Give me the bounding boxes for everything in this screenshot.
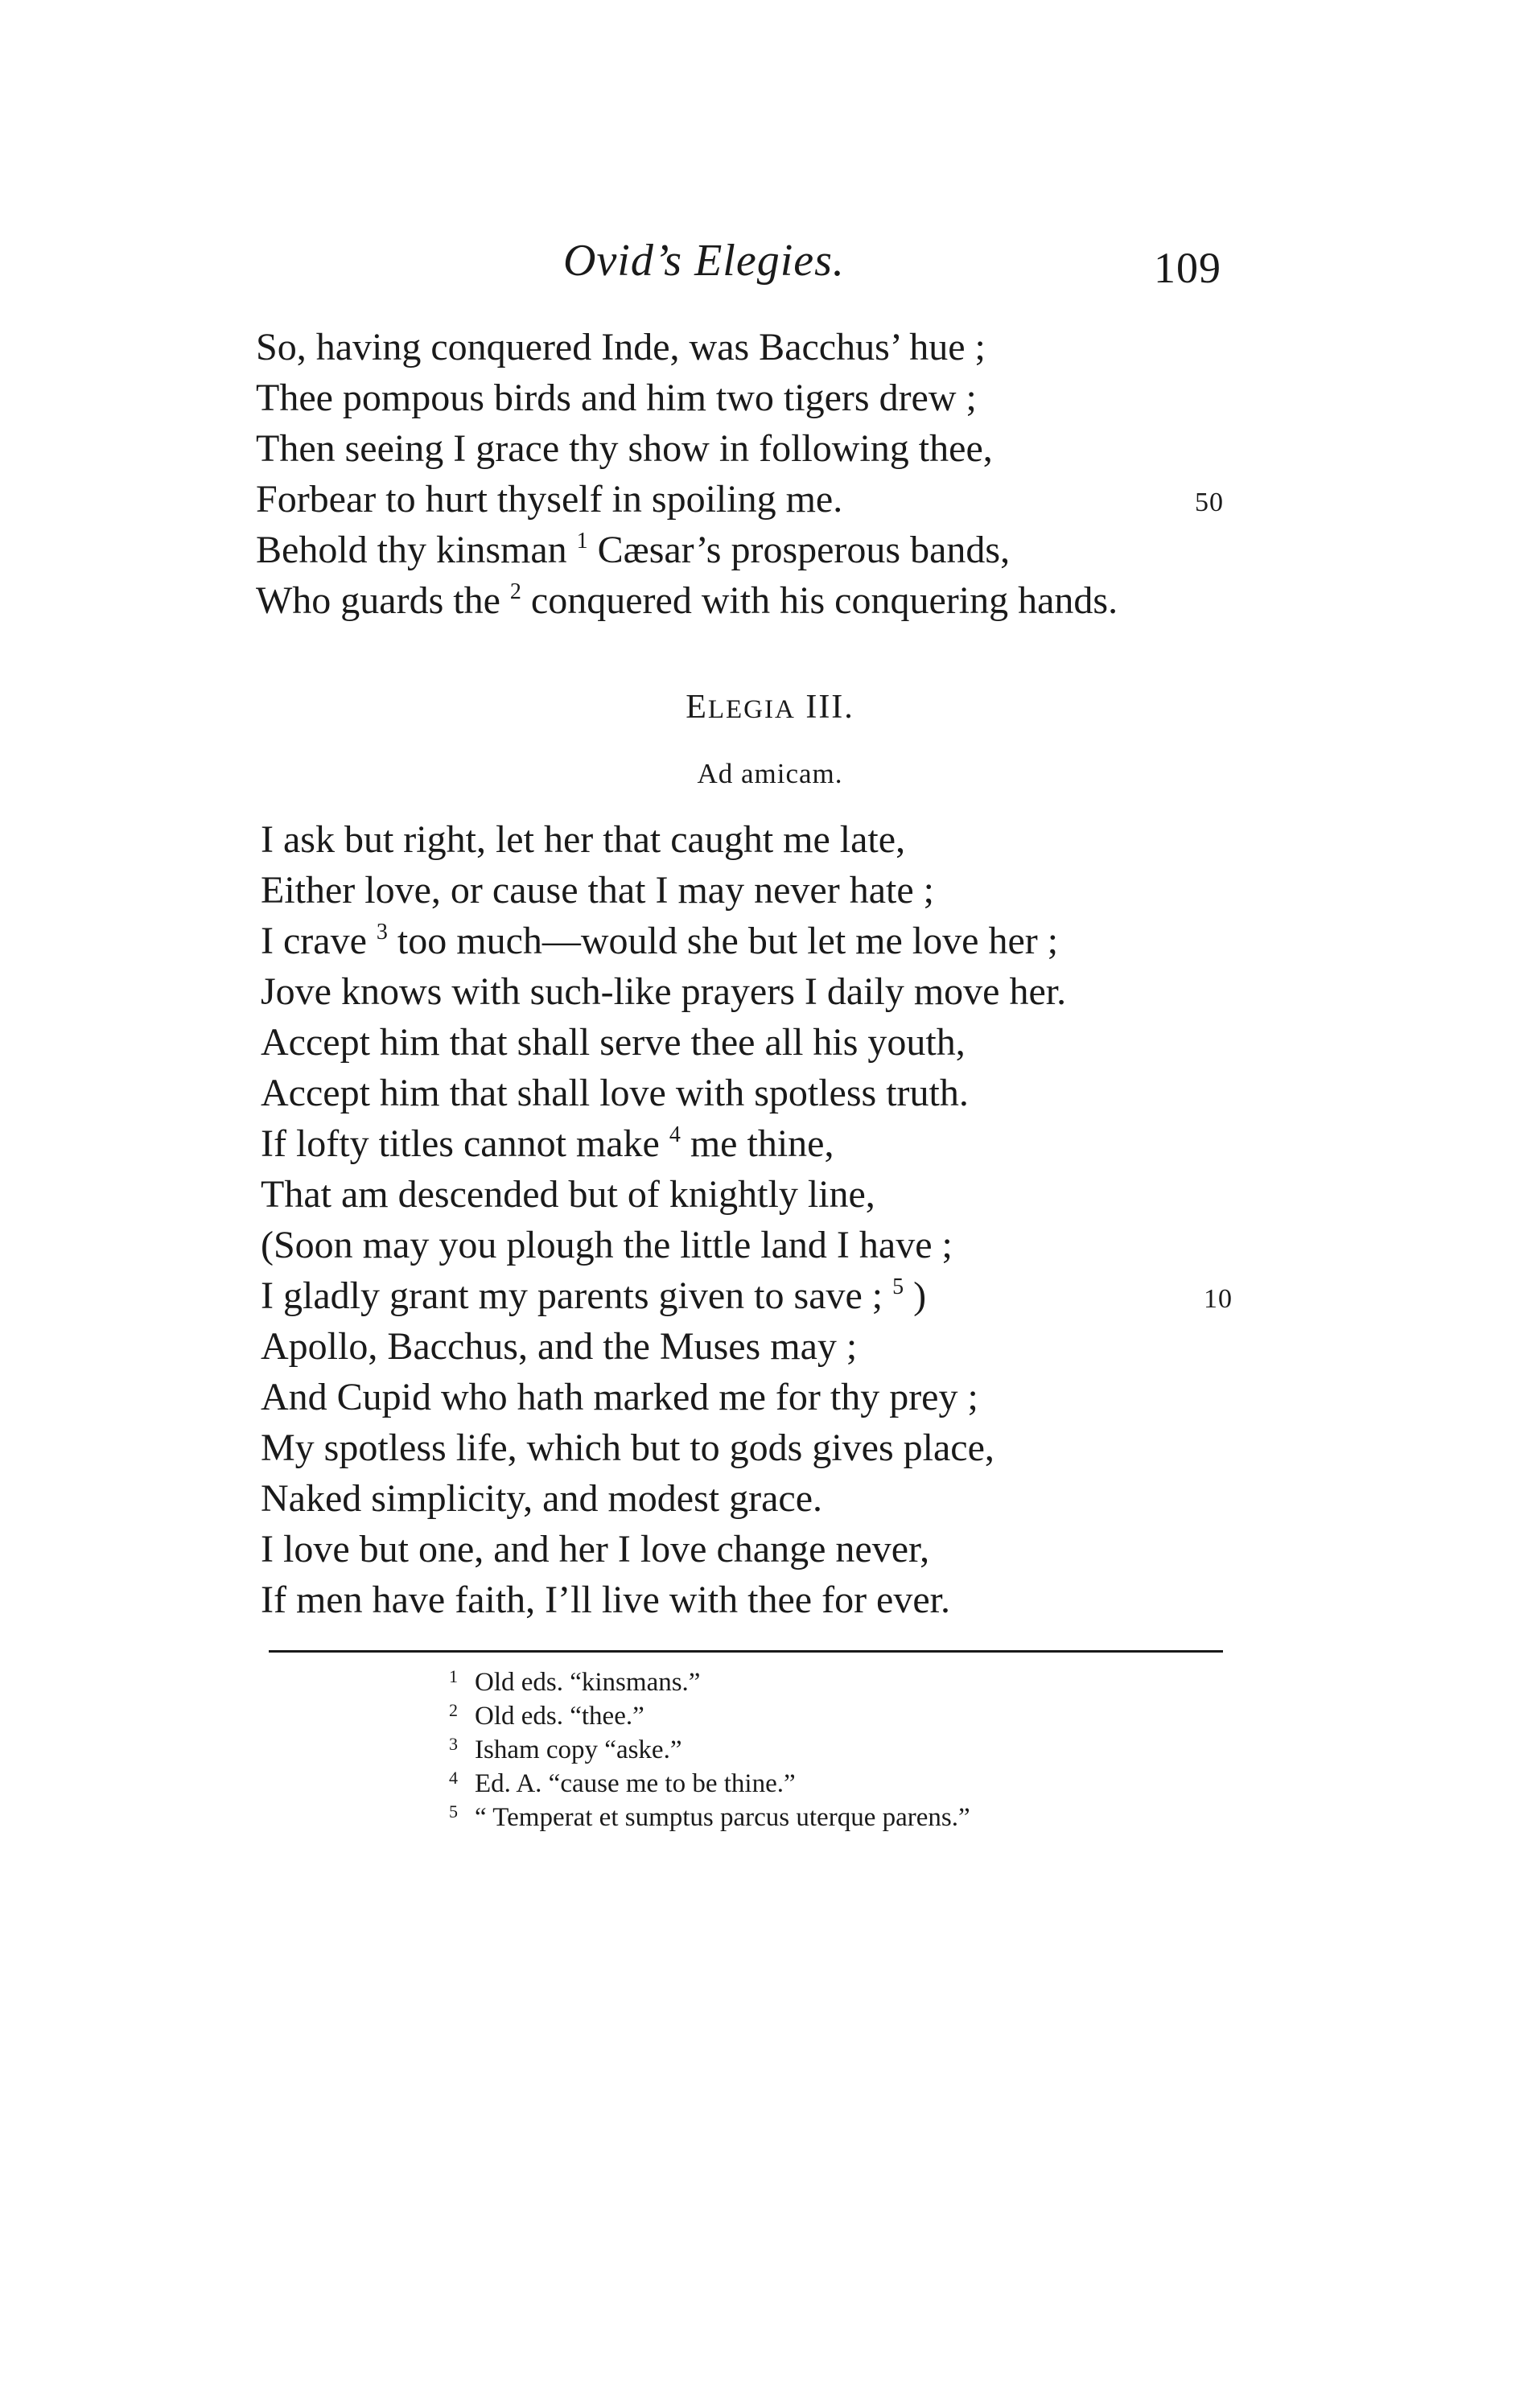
verse-line: Apollo, Bacchus, and the Muses may ;	[261, 1325, 858, 1368]
footnote: 4 Ed. A. “cause me to be thine.”	[449, 1768, 796, 1798]
verse-line: I crave $^3$ too much—would she but let me love her ;	[261, 920, 1059, 962]
verse-line: I ask but right, let her that caught me late,	[261, 818, 906, 861]
verse-line: My spotless life, which but to gods gives place,	[261, 1426, 994, 1469]
page-number: 109	[1154, 244, 1221, 292]
verse-line: That am descended but of knightly line,	[261, 1173, 875, 1216]
verse-line: Behold thy kinsman $^1$ Cæsar’s prosperous bands,	[256, 529, 1011, 571]
verse-line: So, having conquered Inde, was Bacchus’ hue ;	[256, 326, 986, 368]
running-title: Ovid’s Elegies.	[563, 236, 845, 286]
verse-line: And Cupid who hath marked me for thy prey ;	[261, 1376, 978, 1418]
verse-line: Either love, or cause that I may never hate ;	[261, 869, 934, 912]
verse-line: If men have faith, I’ll live with thee for ever.	[261, 1579, 950, 1621]
footnotes	[449, 1665, 1334, 1834]
verse-line: I gladly grant my parents given to save ; $^5$ ) 10	[261, 1270, 1307, 1321]
verse-line: Jove knows with such-like prayers I daily move her.	[261, 970, 1067, 1013]
footnote-reference: 2	[509, 579, 521, 604]
verse-line: Forbear to hurt thyself in spoiling me. 50	[256, 474, 1302, 525]
footnote: 1 Old eds. “kinsmans.”	[449, 1666, 701, 1697]
line-number: 10	[1204, 1284, 1233, 1314]
verse-passage-elegia	[261, 814, 1307, 1625]
verse-line: Who guards the $^2$ conquered with his conquering hands.	[256, 579, 1118, 622]
elegy-subtitle: Ad amicam.	[697, 758, 843, 789]
verse-line: Accept him that shall love with spotless truth.	[261, 1072, 969, 1114]
verse-line: If lofty titles cannot make $^4$ me thine,	[261, 1122, 834, 1165]
verse-line: Thee pompous birds and him two tigers drew ;	[256, 377, 977, 419]
line-number: 50	[1195, 488, 1224, 517]
footnote-reference: 3	[376, 920, 388, 945]
footnote: 3 Isham copy “aske.”	[449, 1734, 682, 1764]
footnote-reference: 4	[669, 1122, 681, 1147]
verse-line: I love but one, and her I love change never,	[261, 1528, 930, 1570]
verse-line: Then seeing I grace thy show in following thee,	[256, 427, 993, 470]
verse-line: (Soon may you plough the little land I have ;	[261, 1224, 953, 1266]
verse-line: Accept him that shall serve thee all his youth,	[261, 1021, 966, 1064]
verse-passage-top	[256, 322, 1302, 626]
footnote: 5 “ Temperat et sumptus parcus uterque parens.”	[449, 1801, 970, 1832]
footnote: 2 Old eds. “thee.”	[449, 1700, 644, 1731]
verse-line: Naked simplicity, and modest grace.	[261, 1477, 823, 1520]
footnote-rule	[269, 1650, 1223, 1653]
footnote-reference: 5	[892, 1274, 904, 1299]
elegy-heading: ELEGIA III.	[686, 689, 854, 726]
footnote-reference: 1	[576, 529, 588, 554]
